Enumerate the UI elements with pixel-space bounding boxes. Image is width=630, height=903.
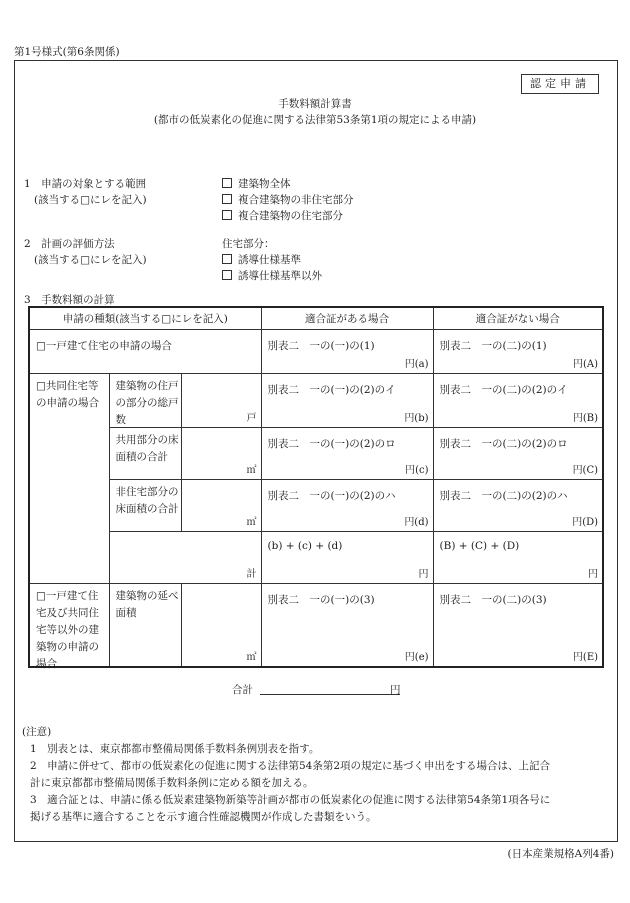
form-label: 第1号様式(第6条関係) — [14, 46, 120, 58]
fee-unit: 円 — [588, 568, 599, 580]
detached-house-label[interactable]: □一戸建て住宅の申請の場合 — [36, 339, 172, 352]
note-2-cont: 計に東京都都市整備局関係手数料条例に定める額を加える。 — [30, 777, 314, 789]
fee-unit: 円(E) — [572, 652, 599, 663]
unit-label: 戸 — [246, 412, 257, 424]
note-1: 1 別表とは、東京都都市整備局関係手数料条例別表を指す。 — [30, 743, 320, 755]
table-row — [29, 427, 603, 479]
total-unit: 円 — [390, 684, 401, 696]
row-label: 建築物の延べ面積 — [115, 589, 179, 619]
unit-label: ㎡ — [246, 652, 257, 663]
fee-ref: 別表二 一の(二)の(1) — [439, 339, 547, 352]
fee-unit: 円(d) — [404, 516, 429, 528]
table-row — [29, 531, 603, 583]
row-label: 非住宅部分の床面積の合計 — [115, 485, 179, 515]
unit-label: ㎡ — [246, 464, 257, 476]
fee-ref: 別表二 一の(一)の(2)のイ — [267, 383, 396, 396]
subtotal-cell — [109, 531, 261, 583]
fee-ref: 別表二 一の(一)の(3) — [267, 593, 375, 606]
table-row — [29, 583, 603, 667]
fee-unit: 円(a) — [404, 358, 429, 370]
checkbox[interactable] — [222, 254, 232, 264]
table-row — [29, 479, 603, 531]
column-header-without-certificate: 適合証がない場合 — [433, 307, 603, 329]
fee-ref: 別表二 一の(二)の(2)のイ — [439, 383, 568, 396]
section1-heading: 1 申請の対象とする範囲 — [24, 178, 147, 190]
notes-heading: (注意) — [22, 726, 52, 738]
fee-unit: 円(b) — [404, 412, 429, 424]
column-header-with-certificate: 適合証がある場合 — [261, 307, 433, 329]
section2-heading: 2 計画の評価方法 — [24, 238, 115, 250]
fee-ref: 別表二 一の(一)の(2)のロ — [267, 437, 396, 450]
method-option-guided[interactable]: 誘導仕様基準 — [222, 252, 301, 267]
method-option-other[interactable]: 誘導仕様基準以外 — [222, 268, 322, 283]
note-3-cont: 掲げる基準に適合することを示す適合性確認機関が作成した書類をいう。 — [30, 811, 377, 823]
fee-unit: 円(D) — [572, 516, 599, 528]
footer-paper-size: (日本産業規格A列4番) — [507, 848, 614, 860]
table-row — [29, 329, 603, 373]
sum-formula: (B) + (C) + (D) — [439, 539, 520, 552]
fee-ref: 別表二 一の(一)の(1) — [267, 339, 375, 352]
checkbox[interactable] — [222, 210, 232, 220]
input-cell[interactable] — [181, 427, 261, 479]
residential-label: 住宅部分： — [222, 238, 275, 250]
sum-formula: (b) + (c) + (d) — [267, 539, 343, 552]
fee-unit: 円(A) — [573, 358, 599, 370]
other-building-label[interactable]: □一戸建て住宅及び共同住宅等以外の建築物の申請の場合 — [36, 589, 99, 670]
fee-unit: 円(e) — [404, 652, 429, 663]
checkbox[interactable] — [222, 194, 232, 204]
multi-unit-label[interactable]: □共同住宅等の申請の場合 — [36, 379, 99, 409]
fee-unit: 円 — [418, 568, 429, 580]
checkbox[interactable] — [222, 270, 232, 280]
total-input[interactable] — [260, 694, 400, 695]
note-3: 3 適合証とは、申請に係る低炭素建築物新築等計画が都市の低炭素化の促進に関する法律第54条第1項各号に — [30, 794, 551, 806]
checkbox[interactable] — [222, 178, 232, 188]
fee-unit: 円(C) — [572, 464, 599, 476]
input-cell[interactable] — [181, 583, 261, 667]
fee-ref: 別表二 一の(一)の(2)のハ — [267, 489, 396, 502]
input-cell[interactable] — [181, 373, 261, 427]
table-row — [29, 373, 603, 427]
fee-table — [28, 306, 604, 668]
section2-instruction: (該当する□にレを記入) — [34, 254, 147, 266]
subtotal-label: 計 — [246, 568, 257, 580]
section3-heading: 3 手数料額の計算 — [24, 294, 115, 306]
fee-ref: 別表二 一の(二)の(3) — [439, 593, 547, 606]
column-header-type: 申請の種類(該当する□にレを記入) — [29, 307, 261, 329]
fee-unit: 円(c) — [405, 464, 429, 476]
scope-option-residential[interactable]: 複合建築物の住宅部分 — [222, 208, 343, 223]
page-title: 手数料額計算書 — [278, 98, 352, 110]
row-label: 建築物の住戸の部分の総戸数 — [115, 379, 179, 426]
total-label: 合計 — [232, 684, 253, 696]
fee-ref: 別表二 一の(二)の(2)のハ — [439, 489, 568, 502]
input-cell[interactable] — [181, 479, 261, 531]
fee-ref: 別表二 一の(二)の(2)のロ — [439, 437, 568, 450]
note-2: 2 申請に併せて、都市の低炭素化の促進に関する法律第54条第2項の規定に基づく申出をする場合は、上記合 — [30, 760, 551, 772]
scope-option-whole[interactable]: 建築物全体 — [222, 176, 291, 191]
section1-instruction: (該当する□にレを記入) — [34, 194, 147, 206]
application-type-stamp: 認定申請 — [521, 74, 599, 94]
unit-label: ㎡ — [246, 516, 257, 528]
page-subtitle: (都市の低炭素化の促進に関する法律第53条第1項の規定による申請) — [153, 114, 477, 126]
row-label: 共用部分の床面積の合計 — [115, 433, 179, 463]
scope-option-nonresidential[interactable]: 複合建築物の非住宅部分 — [222, 192, 354, 207]
fee-unit: 円(B) — [572, 412, 599, 424]
